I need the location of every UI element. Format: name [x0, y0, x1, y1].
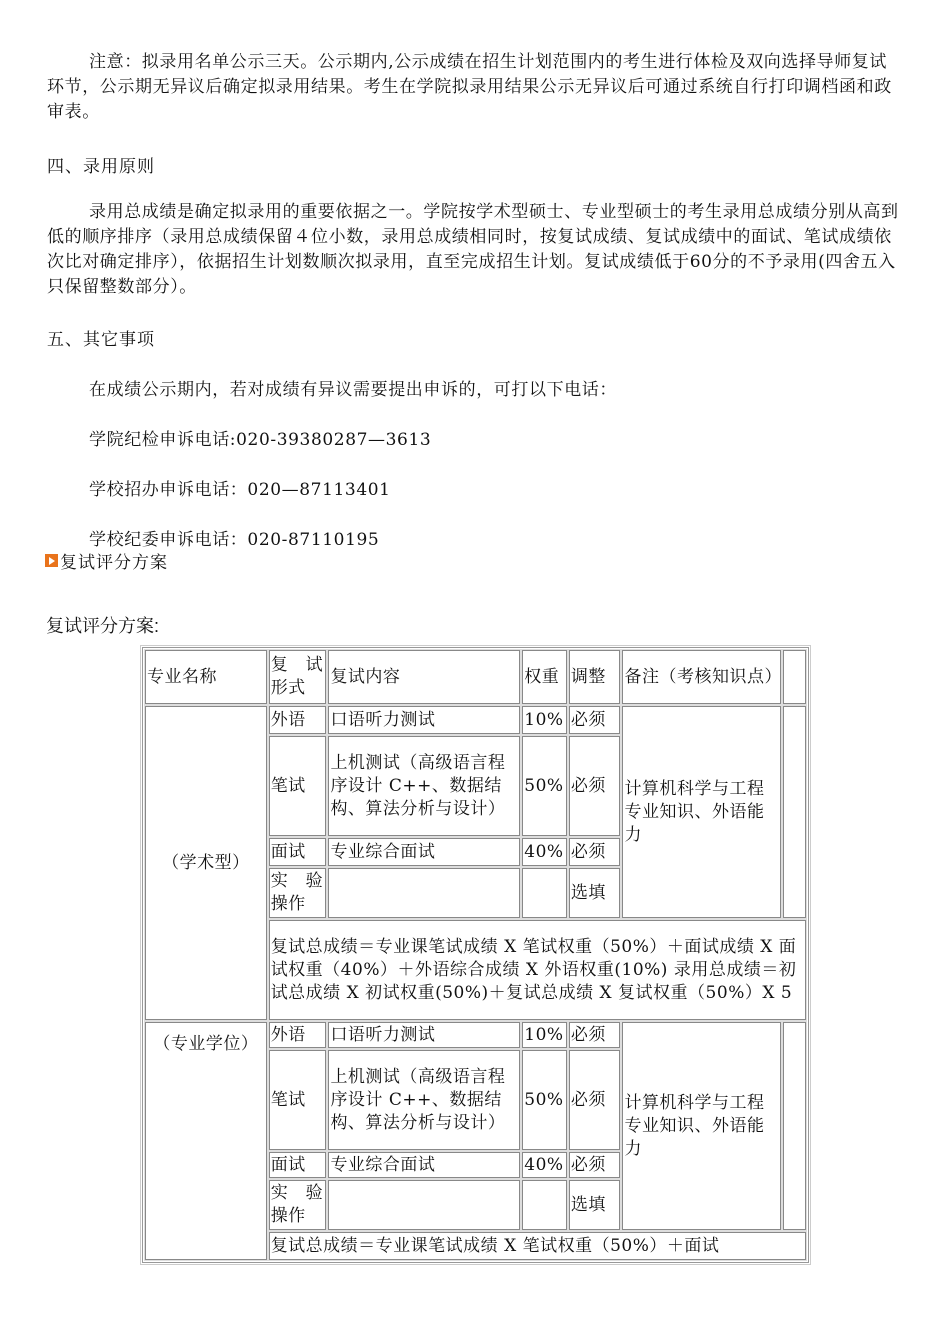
adjust-cell: 必须 — [569, 1022, 621, 1048]
header-cell: 权重 — [522, 650, 567, 704]
scheme-title: 复试评分方案: — [46, 616, 160, 636]
scoring-table — [142, 647, 809, 1263]
form-cell: 实 验操作 — [269, 868, 327, 918]
weight-cell: 40% — [522, 1152, 567, 1178]
content-cell: 专业综合面试 — [328, 838, 520, 866]
scheme-link-label[interactable]: 复试评分方案 — [60, 553, 168, 573]
content-cell: 专业综合面试 — [328, 1152, 520, 1178]
phone-line: 学校纪委申诉电话：020-87110195 — [89, 530, 380, 550]
section5-heading: 五、其它事项 — [47, 330, 155, 350]
adjust-cell: 必须 — [569, 1152, 621, 1178]
note-cell: 计算机科学与工程专业知识、外语能力 — [622, 1022, 781, 1230]
table-header-row — [145, 650, 806, 704]
scheme-link[interactable] — [45, 548, 168, 573]
note-cell: 计算机科学与工程专业知识、外语能力 — [622, 706, 781, 918]
content-cell: 口语听力测试 — [328, 1022, 520, 1048]
weight-cell: 10% — [522, 706, 567, 734]
table-row — [145, 706, 806, 734]
adjust-cell: 选填 — [569, 868, 621, 918]
blank-cell — [783, 706, 806, 918]
weight-cell — [522, 1180, 567, 1230]
table-row — [145, 1022, 806, 1048]
adjust-cell: 必须 — [569, 706, 621, 734]
arrow-right-icon — [45, 554, 58, 567]
formula-cell: 复试总成绩＝专业课笔试成绩 X 笔试权重（50%）＋面试 — [269, 1232, 806, 1260]
weight-cell — [522, 868, 567, 918]
weight-cell: 10% — [522, 1022, 567, 1048]
phone-line: 学校招办申诉电话：020—87113401 — [89, 480, 391, 500]
phone-line: 学院纪检申诉电话:020-39380287—3613 — [89, 430, 432, 450]
formula-cell: 复试总成绩＝专业课笔试成绩 X 笔试权重（50%）＋面试成绩 X 面试权重（40%）＋外语综合成绩 X 外语权重(10%) 录用总成绩＝初试总成绩 X 初试权重(50%)＋复试总成绩 X 复试权重（50%）X 5 — [269, 920, 806, 1020]
header-cell: 调整 — [569, 650, 621, 704]
section4-heading: 四、录用原则 — [47, 157, 155, 177]
adjust-cell: 选填 — [569, 1180, 621, 1230]
content-cell: 口语听力测试 — [328, 706, 520, 734]
content-cell — [328, 1180, 520, 1230]
form-cell: 外语 — [269, 1022, 327, 1048]
form-cell: 面试 — [269, 1152, 327, 1178]
form-cell: 实 验操作 — [269, 1180, 327, 1230]
notice-paragraph: 注意：拟录用名单公示三天。公示期内,公示成绩在招生计划范围内的考生进行体检及双向选择导师复试环节，公示期无异议后确定拟录用结果。考生在学院拟录用结果公示无异议后可通过系统自行打印调档函和政审表。 — [47, 52, 892, 122]
content-cell: 上机测试（高级语言程序设计 C++、数据结构、算法分析与设计） — [328, 736, 520, 836]
weight-cell: 50% — [522, 1050, 567, 1150]
blank-cell — [783, 1022, 806, 1230]
adjust-cell: 必须 — [569, 736, 621, 836]
form-cell: 外语 — [269, 706, 327, 734]
form-cell: 面试 — [269, 838, 327, 866]
content-cell: 上机测试（高级语言程序设计 C++、数据结构、算法分析与设计） — [328, 1050, 520, 1150]
adjust-cell: 必须 — [569, 838, 621, 866]
weight-cell: 40% — [522, 838, 567, 866]
header-cell: 专业名称 — [145, 650, 267, 704]
header-cell: 复 试形式 — [269, 650, 327, 704]
major-name-cell: （学术型） — [145, 706, 267, 1020]
header-cell — [783, 650, 806, 704]
form-cell: 笔试 — [269, 1050, 327, 1150]
weight-cell: 50% — [522, 736, 567, 836]
content-cell — [328, 868, 520, 918]
appeal-intro: 在成绩公示期内，若对成绩有异议需要提出申诉的，可打以下电话： — [89, 380, 617, 400]
section4-paragraph: 录用总成绩是确定拟录用的重要依据之一。学院按学术型硕士、专业型硕士的考生录用总成绩分别从高到低的顺序排序（录用总成绩保留４位小数，录用总成绩相同时，按复试成绩、复试成绩中的面试、笔试成绩依次比对确定排序），依据招生计划数顺次拟录用，直至完成招生计划。复试成绩低于60分的不予录用(四舍五入只保留整数部分）。 — [47, 202, 899, 297]
major-name-cell: （专业学位） — [145, 1022, 267, 1260]
header-cell: 复试内容 — [328, 650, 520, 704]
header-cell: 备注（考核知识点） — [622, 650, 781, 704]
adjust-cell: 必须 — [569, 1050, 621, 1150]
form-cell: 笔试 — [269, 736, 327, 836]
